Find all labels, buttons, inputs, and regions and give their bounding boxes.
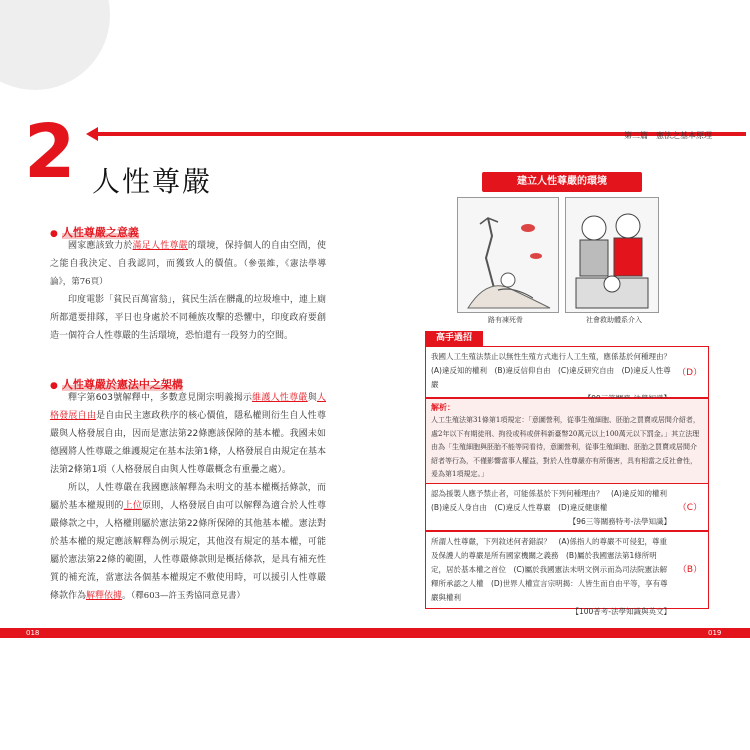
chapter-label: 第二篇 憲法之基本原理: [624, 131, 712, 140]
question-source: 【100普考-法學知識與英文】: [571, 607, 671, 616]
cartoon-right: [565, 197, 659, 313]
section-heading-structure: ● 人性尊嚴於憲法中之架構: [50, 378, 183, 391]
social-aid-illustration: [566, 198, 658, 312]
answer-label: （D）: [677, 368, 702, 378]
caption-left: 路有凍死骨: [488, 316, 523, 324]
answer-label: （C）: [677, 503, 702, 513]
corner-decoration: [0, 0, 110, 90]
paragraph: 所以，人性尊嚴在我國應該解釋為未明文的基本權概括條款，而屬於基本權規則的上位原則，人格發展自由可以解釋為適合於人性尊嚴條款之中，人格權則屬於憲法第22條所保障的其他基本權。憲法對於基本權的規定應該解釋為例示規定，其他沒有規定的基本權，可能屬於憲法第22條的範圍，人性尊嚴條款則是概括條款，是具有補充性質的補充流，當憲法各個基本權規定不敷使用時，可以援引人性尊嚴條款作為解釋依據。（釋603—許玉秀協同意見書）: [50, 483, 326, 601]
expert-tag: 高手過招: [425, 331, 483, 346]
question-box-3: [425, 531, 709, 616]
section-body-meaning: [50, 237, 326, 345]
question-text: 認為援製人應予禁止者，可能係基於下列何種理由？ (A)違反知的權利 (B)違反人身自由 (C)違反人性尊嚴 (D)違反健康權 【96三等關務特考-法學知識】: [431, 487, 671, 529]
paragraph: 釋字第603號解釋中，多數意見開宗明義揭示維護人性尊嚴與人格發展自由是自由民主憲政秩序的核心價值，隱私權則衍生自人性尊嚴與人格發展自由，因而是憲法第22條應該保障的基本權。我國未如德國將人性尊嚴之維護規定在基本法第1條，人格發展自由規定在基本法第2條第1項（人格發展自由與人性尊嚴概念有重疊之處）。: [50, 393, 326, 475]
answer-label: （B）: [677, 565, 702, 575]
homeless-illustration: [458, 198, 558, 312]
cartoon-left: [457, 197, 559, 313]
bullet-icon: ●: [50, 381, 58, 391]
question-box-1: [425, 346, 709, 398]
caption-right: 社會救助體系介入: [586, 316, 642, 324]
question-text: 我國人工生殖法禁止以無性生殖方式進行人工生殖，應係基於何種理由？ (A)違反知的權利 (B)違反信仰自由 (C)違反研究自由 (D)違反人性尊嚴: [431, 350, 671, 406]
analysis-box: [425, 398, 709, 494]
analysis-text: 人工生殖法第31條第1項規定：「意圖營利，從事生殖細胞、胚胎之買賣或居間介紹者，處2年以下有期徒刑、拘役或科或併科新臺幣20萬元以上100萬元以下罰金。」其立法理由為「生殖細胞與胚胎不能等同看待，意圖營利，從事生殖細胞、胚胎之買賣或居間介紹者等行為，不僅影響當事人權益，對於人性尊嚴亦有所傷害，具有相當之反社會性，爰為第1項規定。」: [431, 416, 700, 478]
section-body-structure: [50, 389, 326, 605]
question-box-2: [425, 483, 709, 531]
paragraph: 國家應該致力於滿足人性尊嚴的環境，保持個人的自由空間，使之能自我決定、自我認同，而獲致人的價值。（參張維，《憲法學導論》，第76頁）: [50, 241, 326, 287]
question-text: 所謂人性尊嚴，下列敘述何者錯誤？ (A)係指人的尊嚴不可侵犯，尊重及保護人的尊嚴是所有國家機關之義務 (B)屬於我國憲法第1條所明定，居於基本權之首位 (C)屬於我國憲法未明文例示而為司法院憲法解釋所承認之人權 (D)世界人權宣言宗明揭：人皆生而自由平等，享有尊嚴與權利 【100普考-法學知識與英文】: [431, 535, 671, 619]
question-source: 【96三等關務特考-法學知識】: [568, 517, 671, 526]
chapter-number: 2: [24, 109, 76, 195]
analysis-label: 解析：: [431, 403, 455, 412]
illustration-title: 建立人性尊嚴的環境: [482, 172, 642, 192]
bullet-icon: ●: [50, 229, 58, 239]
paragraph: 印度電影「貧民百萬富翁」，貧民生活在髒亂的垃圾堆中，連上廁所都還要排隊，平日也身處於不同種族攻擊的恐懼中，印度政府要創造一個符合人性尊嚴的生活環境，恐怕還有一段努力的空間。: [50, 295, 326, 341]
section-heading-meaning: ● 人性尊嚴之意義: [50, 226, 139, 239]
page-number-left: 018: [26, 629, 40, 637]
footer-bar: [0, 628, 750, 638]
page-title: 人性尊嚴: [92, 165, 213, 198]
page-number-right: 019: [708, 629, 722, 637]
